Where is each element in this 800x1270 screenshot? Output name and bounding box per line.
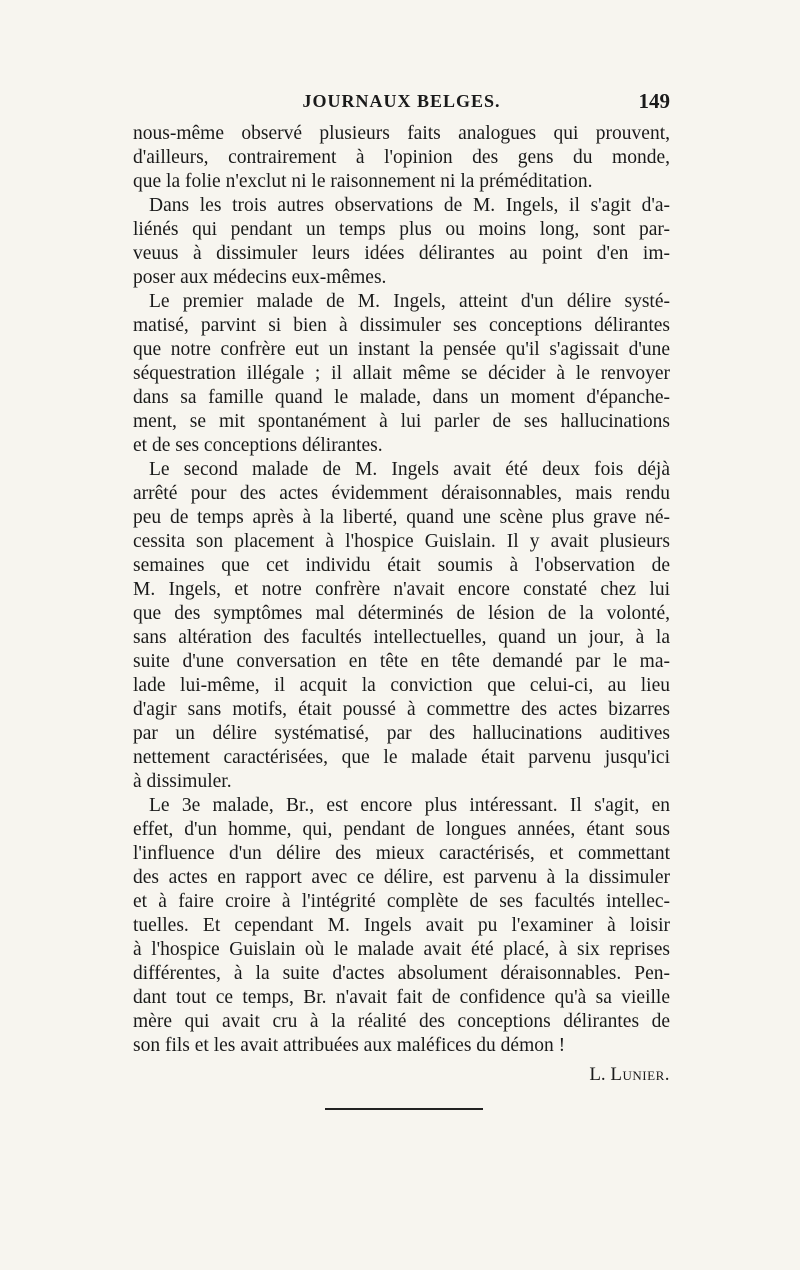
text-line: peu de temps après à la liberté, quand une scène plus grave né- xyxy=(133,507,670,528)
running-title: JOURNAUX BELGES. xyxy=(302,91,501,111)
text-line: à l'hospice Guislain où le malade avait été placé, à six reprises xyxy=(133,939,670,960)
text-line: des actes en rapport avec ce délire, est parvenu à la dissimuler xyxy=(133,867,670,888)
text-line: séquestration illégale ; il allait même se décider à le renvoyer xyxy=(133,363,670,384)
page-number: 149 xyxy=(638,89,670,113)
text-line: d'agir sans motifs, était poussé à commettre des actes bizarres xyxy=(133,699,670,720)
text-line: liénés qui pendant un temps plus ou moins long, sont par- xyxy=(133,219,670,240)
text-line: tuelles. Et cependant M. Ingels avait pu l'examiner à loisir xyxy=(133,915,670,936)
text-line: dans sa famille quand le malade, dans un moment d'épanche- xyxy=(133,387,670,408)
text-line: d'ailleurs, contrairement à l'opinion des gens du monde, xyxy=(133,147,670,168)
text-line: Le 3e malade, Br., est encore plus intéressant. Il s'agit, en xyxy=(149,795,670,816)
text-line: ment, se mit spontanément à lui parler de ses hallucinations xyxy=(133,411,670,432)
text-line: nous-même observé plusieurs faits analogues qui prouvent, xyxy=(133,123,670,144)
text-line: Dans les trois autres observations de M. Ingels, il s'agit d'a- xyxy=(149,195,670,216)
page-header xyxy=(133,91,670,117)
text-line: matisé, parvint si bien à dissimuler ses conceptions délirantes xyxy=(133,315,670,336)
closing-rule xyxy=(325,1108,483,1110)
text-line: arrêté pour des actes évidemment déraisonnables, mais rendu xyxy=(133,483,670,504)
text-line: que notre confrère eut un instant la pensée qu'il s'agissait d'une xyxy=(133,339,670,360)
body-text xyxy=(133,122,670,1058)
text-line: semaines que cet individu était soumis à l'observation de xyxy=(133,555,670,576)
text-line: dant tout ce temps, Br. n'avait fait de confidence qu'à sa vieille xyxy=(133,987,670,1008)
text-line: son fils et les avait attribuées aux maléfices du démon ! xyxy=(133,1035,566,1056)
text-line: effet, d'un homme, qui, pendant de longues années, étant sous xyxy=(133,819,670,840)
text-line: et à faire croire à l'intégrité complète de ses facultés intellec- xyxy=(133,891,670,912)
text-line: par un délire systématisé, par des hallucinations auditives xyxy=(133,723,670,744)
text-line: que des symptômes mal déterminés de lésion de la volonté, xyxy=(133,603,670,624)
text-line: nettement caractérisées, que le malade était parvenu jusqu'ici xyxy=(133,747,670,768)
text-line: à dissimuler. xyxy=(133,771,232,792)
text-line: différentes, à la suite d'actes absolument déraisonnables. Pen- xyxy=(133,963,670,984)
text-line: veuus à dissimuler leurs idées délirantes au point d'en im- xyxy=(133,243,670,264)
text-line: l'influence d'un délire des mieux caractérisés, et commettant xyxy=(133,843,670,864)
text-line: lade lui-même, il acquit la conviction que celui-ci, au lieu xyxy=(133,675,670,696)
text-line: Le premier malade de M. Ingels, atteint d'un délire systé- xyxy=(149,291,670,312)
text-line: poser aux médecins eux-mêmes. xyxy=(133,267,387,288)
text-line: mère qui avait cru à la réalité des conceptions délirantes de xyxy=(133,1011,670,1032)
author-name: Lunier. xyxy=(610,1064,670,1085)
text-line: Le second malade de M. Ingels avait été deux fois déjà xyxy=(149,459,670,480)
author-signature xyxy=(589,1064,670,1086)
text-line: sans altération des facultés intellectuelles, quand un jour, à la xyxy=(133,627,670,648)
text-line: cessita son placement à l'hospice Guislain. Il y avait plusieurs xyxy=(133,531,670,552)
text-line: M. Ingels, et notre confrère n'avait encore constaté chez lui xyxy=(133,579,670,600)
author-initial: L. xyxy=(589,1064,606,1085)
text-line: et de ses conceptions délirantes. xyxy=(133,435,383,456)
text-line: que la folie n'exclut ni le raisonnement ni la préméditation. xyxy=(133,171,593,192)
text-line: suite d'une conversation en tête en tête demandé par le ma- xyxy=(133,651,670,672)
